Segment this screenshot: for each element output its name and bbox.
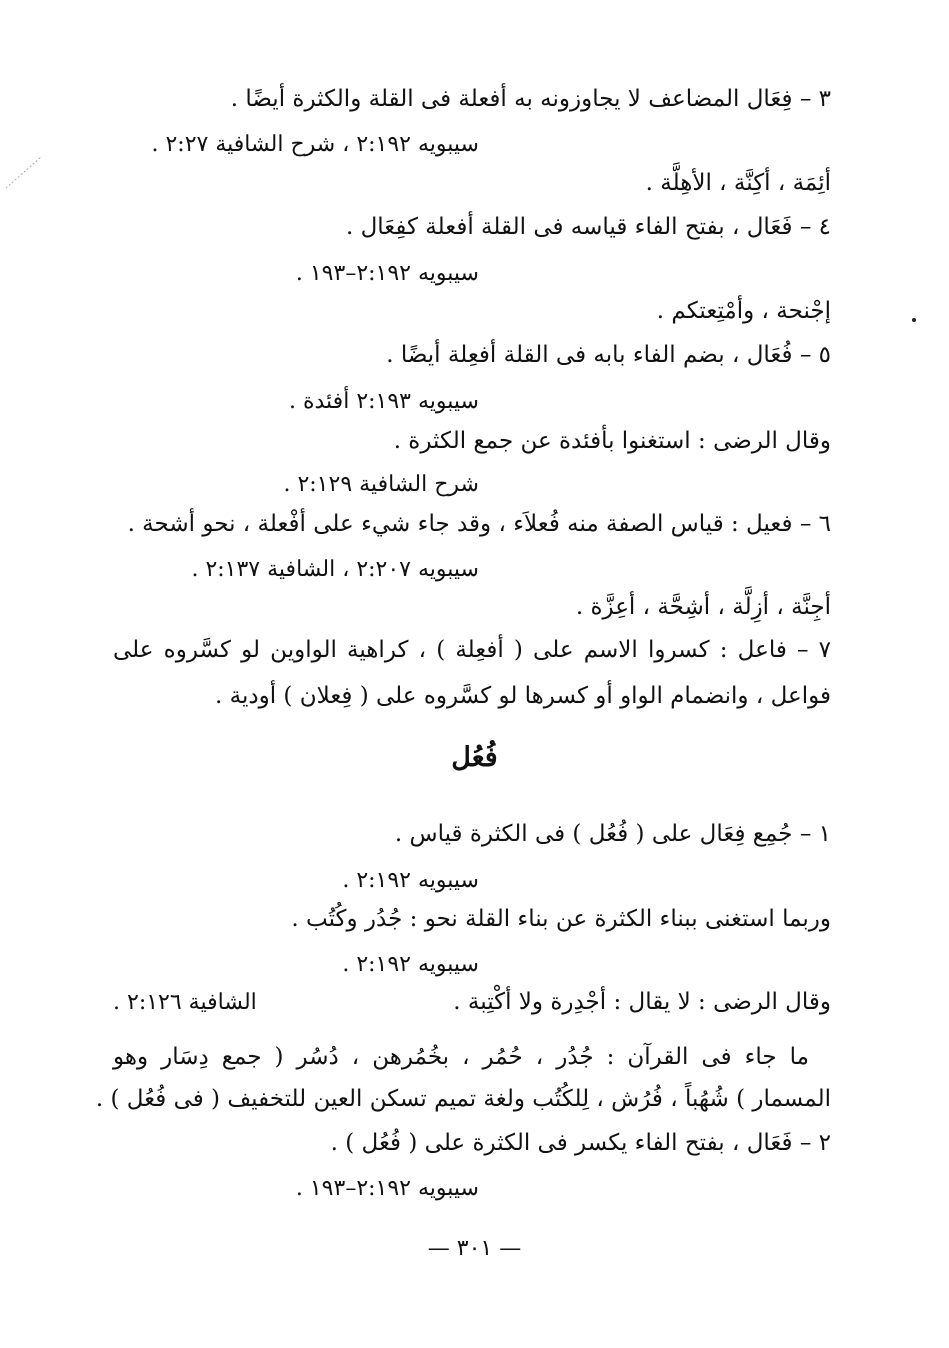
reference-line: سيبويه ٢:١٩٣ أفئدة . [288,389,479,414]
rule-5-text: ٥ – فُعَال ، بضم الفاء بابه فى القلة أفعِلة أيضًا . [386,342,831,368]
rule-2-text: ٢ – فَعَال ، بفتح الفاء يكسر فى الكثرة على ( فُعُل ) . [330,1130,831,1156]
example-words: أئِمَة ، أكِنَّة ، الأهِلَّة . [645,170,831,196]
quran-examples: ما جاء فى القرآن : جُدُر ، حُمُر ، بخُمُرهن ، دُسُر ( جمع دِسَار وهو [113,1044,809,1070]
reference-line: سيبويه ٢:١٩٢ ، شرح الشافية ٢:٢٧ . [151,132,479,157]
scan-artifact-mark [4,150,44,190]
example-words: إجْنحة ، وأمْتِعتكم . [656,298,831,324]
rule-6-text: ٦ – فعيل : قياس الصفة منه فُعلاَء ، وقد جاء شيء على أفْعلة ، نحو أشحة . [127,511,831,537]
radi-quote: وقال الرضى : لا يقال : أجْدِرة ولا أكْتِبة . [453,989,831,1015]
rule-3-text: ٣ – فِعَال المضاعف لا يجاوزونه به أفعلة فى القلة والكثرة أيضًا . [230,86,831,112]
quran-examples-continuation: المسمار ) شُهُباً ، فُرُش ، لِلكُتُب ولغة تميم تسكن العين للتخفيف ( فى فُعُل ) . [95,1086,831,1112]
reference-line: سيبويه ٢:١٩٢–١٩٣ . [295,1176,479,1201]
rule-1-text: ١ – جُمِع فِعَال على ( فُعُل ) فى الكثرة قياس . [394,821,831,847]
radi-quote: وقال الرضى : استغنوا بأفئدة عن جمع الكثرة . [393,428,831,454]
example-words: أجِنَّة ، أزِلَّة ، أشِحَّة ، أعِزَّة . [575,594,831,620]
note-text: وربما استغنى ببناء الكثرة عن بناء القلة نحو : جُدُر وكُتُب . [291,906,831,932]
rule-4-text: ٤ – فَعَال ، بفتح الفاء قياسه فى القلة أفعلة كفِعَال . [345,214,831,240]
reference-line: شرح الشافية ٢:١٢٩ . [283,472,479,497]
rule-7-text: ٧ – فاعل : كسروا الاسم على ( أفعِلة ) ، كراهية الواوين لو كسَّروه على [113,637,831,663]
reference-line: سيبويه ٢:٢٠٧ ، الشافية ٢:١٣٧ . [191,557,479,582]
reference-line: الشافية ٢:١٢٦ . [113,990,257,1015]
reference-line: سيبويه ٢:١٩٢–١٩٣ . [295,261,479,286]
reference-line: سيبويه ٢:١٩٢ . [342,952,479,977]
rule-7-continuation: فواعل ، وانضمام الواو أو كسرها لو كسَّروه على ( فِعلان ) أودية . [215,683,831,709]
section-heading: فُعُل [451,742,498,773]
scan-dot [912,318,916,322]
reference-line: سيبويه ٢:١٩٢ . [342,868,479,893]
page-number: — ٣٠١ — [427,1236,522,1261]
